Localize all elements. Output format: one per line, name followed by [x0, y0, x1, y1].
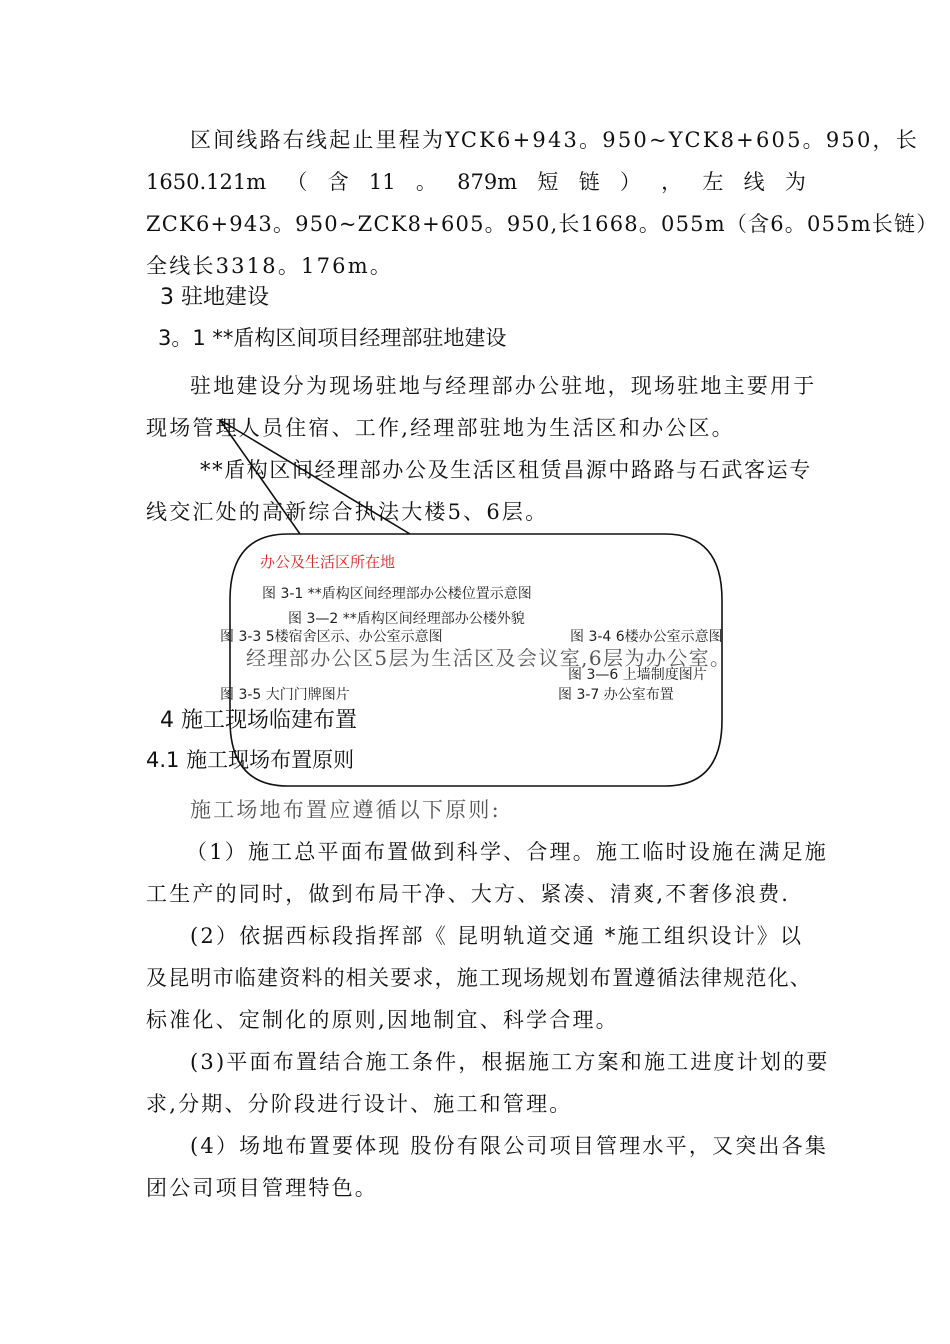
- section-3-para-1-line-2: 现场管理人员住宿、工作,经理部驻地为生活区和办公区。: [146, 416, 735, 440]
- intro-token: 1650.121m: [146, 170, 267, 194]
- section-4-p2-line-1: (2）依据西标段指挥部《 昆明轨道交通 *施工组织设计》以: [190, 924, 804, 948]
- section-3-para-2-line-2: 线交汇处的高新综合执法大楼5、6层。: [146, 500, 549, 524]
- intro-line-1: 区间线路右线起止里程为YCK6+943。950~YCK8+605。950，长: [190, 128, 919, 152]
- intro-token: ）: [619, 170, 641, 194]
- callout-note: 经理部办公区5层为生活区及会议室,6层为办公室。: [246, 646, 732, 670]
- section-4-title: 4 施工现场临建布置: [160, 708, 357, 733]
- section-4-p3-line-2: 求,分期、分阶段进行设计、施工和管理。: [146, 1092, 573, 1116]
- intro-token: 879m: [457, 170, 518, 194]
- intro-token: 11: [368, 170, 396, 194]
- figure-caption-3-6: 图 3—6 上墙制度图片: [568, 667, 707, 683]
- figure-caption-3-3: 图 3-3 5楼宿舍区示、办公室示意图: [220, 629, 443, 645]
- section-4-lead: 施工场地布置应遵循以下原则:: [190, 798, 501, 822]
- section-3-para-2-line-1: **盾构区间经理部办公及生活区租赁昌源中路路与石武客运专: [200, 458, 812, 482]
- section-3-title: 3 驻地建设: [160, 285, 269, 310]
- intro-token: （: [286, 170, 308, 194]
- section-4-1-title: 4.1 施工现场布置原则: [146, 748, 355, 772]
- intro-token: 左: [702, 170, 724, 194]
- section-4-p1-line-2: 工生产的同时，做到布局干净、大方、紧凑、清爽,不奢侈浪费.: [146, 882, 791, 906]
- intro-line-3: ZCK6+943。950~ZCK8+605。950,长1668。055m（含6。055m长链）: [146, 212, 939, 236]
- figure-caption-3-7: 图 3-7 办公室布置: [558, 687, 674, 703]
- intro-token: 短: [537, 170, 559, 194]
- intro-token: 为: [784, 170, 806, 194]
- figure-caption-3-4: 图 3-4 6楼办公室示意图: [570, 629, 723, 645]
- section-4-p4-line-1: (4）场地布置要体现 股份有限公司项目管理水平，又突出各集: [190, 1134, 829, 1158]
- section-4-p2-line-2: 及昆明市临建资料的相关要求，施工现场规划布置遵循法律规范化、: [146, 966, 812, 990]
- section-4-p1-line-1: （1）施工总平面布置做到科学、合理。施工临时设施在满足施: [186, 840, 828, 864]
- intro-token: 含: [327, 170, 349, 194]
- figure-caption-3-5: 图 3-5 大门门牌图片: [220, 687, 350, 703]
- section-4-p4-line-2: 团公司项目管理特色。: [146, 1176, 378, 1200]
- section-4-p2-line-3: 标准化、定制化的原则,因地制宜、科学合理。: [146, 1008, 619, 1032]
- intro-line-4: 全线长3318。176m。: [146, 254, 394, 278]
- intro-token: 。: [415, 170, 437, 194]
- callout-label: 办公及生活区所在地: [260, 553, 396, 571]
- intro-token: 链: [578, 170, 600, 194]
- intro-token: ，: [661, 170, 683, 194]
- intro-line-2: [146, 168, 806, 196]
- intro-token: 线: [743, 170, 765, 194]
- section-3-1-title: 3。1 **盾构区间项目经理部驻地建设: [158, 326, 507, 350]
- section-4-p3-line-1: (3)平面布置结合施工条件，根据施工方案和施工进度计划的要: [190, 1050, 830, 1074]
- figure-caption-3-2: 图 3—2 **盾构区间经理部办公楼外貌: [288, 611, 525, 627]
- figure-caption-3-1: 图 3-1 **盾构区间经理部办公楼位置示意图: [262, 586, 532, 602]
- section-3-para-1-line-1: 驻地建设分为现场驻地与经理部办公驻地，现场驻地主要用于: [190, 374, 817, 398]
